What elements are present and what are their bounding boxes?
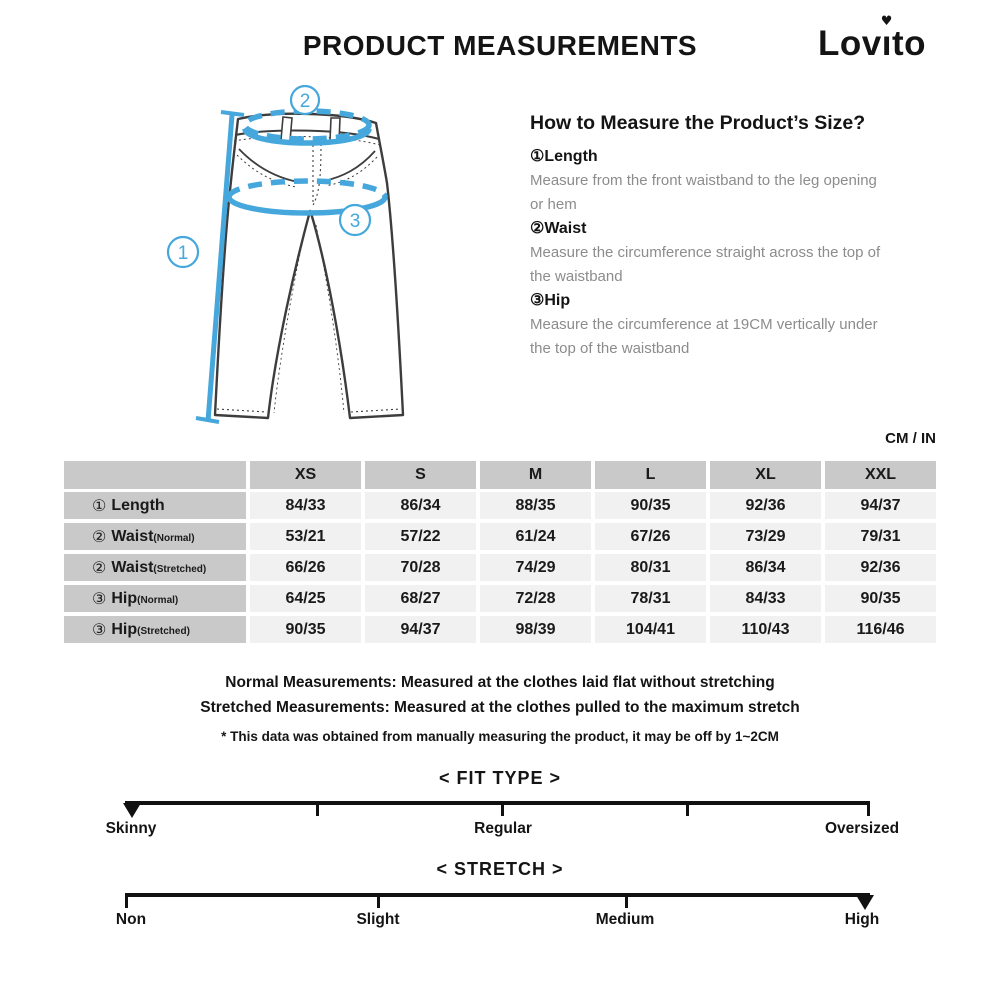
circled-number: ② xyxy=(92,559,107,577)
measurement-value: 79/31 xyxy=(825,523,936,550)
circled-number: ① xyxy=(92,497,107,515)
measurement-value: 68/27 xyxy=(365,585,476,612)
column-header-xxl: XXL xyxy=(825,461,936,489)
row-variant: (Stretched) xyxy=(137,626,190,637)
unit-label: CM / IN xyxy=(885,430,936,447)
measurement-value: 57/22 xyxy=(365,523,476,550)
measurement-value: 64/25 xyxy=(250,585,361,612)
measurement-value: 94/37 xyxy=(365,616,476,643)
column-header-xl: XL xyxy=(710,461,821,489)
measurement-value: 88/35 xyxy=(480,492,591,519)
svg-text:2: 2 xyxy=(299,91,311,112)
howto-label-waist: ②Waist xyxy=(530,220,587,237)
stretch-marker-icon xyxy=(856,895,874,910)
column-header-l: L xyxy=(595,461,706,489)
measurement-value: 116/46 xyxy=(825,616,936,643)
note-normal: Normal Measurements: Measured at the clothes laid flat without stretching xyxy=(225,674,775,691)
measurement-value: 66/26 xyxy=(250,554,361,581)
column-header-xs: XS xyxy=(250,461,361,489)
measurement-value: 78/31 xyxy=(595,585,706,612)
brand-logo-pre: Lov xyxy=(817,24,882,63)
length-measure-cap-top xyxy=(221,112,244,115)
fit-type-label-regular: Regular xyxy=(474,820,532,837)
column-header-m: M xyxy=(480,461,591,489)
fit-type-tick xyxy=(501,801,504,816)
fit-type-tick xyxy=(867,801,870,816)
brand-logo-i: ı ♥ xyxy=(880,14,893,63)
fit-type-labels xyxy=(0,820,1000,840)
stretch-title: < STRETCH > xyxy=(436,859,564,879)
howto-desc-waist: Measure the circumference straight across the top of the waistband xyxy=(530,244,881,285)
circled-number: ② xyxy=(92,528,107,546)
pants-outline xyxy=(215,114,403,418)
measurement-value: 70/28 xyxy=(365,554,476,581)
measurement-value: 74/29 xyxy=(480,554,591,581)
notes-section xyxy=(0,670,1000,744)
measurement-value: 92/36 xyxy=(710,492,821,519)
measurement-value: 90/35 xyxy=(595,492,706,519)
row-label: ① Length xyxy=(64,492,246,519)
pants-diagram xyxy=(140,85,520,445)
note-disclaimer: * This data was obtained from manually measuring the product, it may be off by 1~2CM xyxy=(221,729,779,744)
stretch-label-high: High xyxy=(844,911,880,928)
note-stretched: Stretched Measurements: Measured at the clothes pulled to the maximum stretch xyxy=(200,699,800,716)
howto-label-length: ①Length xyxy=(530,148,598,165)
page-title: PRODUCT MEASUREMENTS xyxy=(302,30,698,61)
column-header-s: S xyxy=(365,461,476,489)
measurement-value: 72/28 xyxy=(480,585,591,612)
svg-text:1: 1 xyxy=(177,243,189,264)
measurement-value: 84/33 xyxy=(710,585,821,612)
circled-number: ③ xyxy=(92,590,107,608)
measurement-value: 61/24 xyxy=(480,523,591,550)
stretch-label-slight: Slight xyxy=(356,911,400,928)
fit-type-label-oversized: Oversized xyxy=(824,820,900,837)
table-corner-cell xyxy=(64,461,246,489)
stretch-axis xyxy=(125,893,870,897)
stretch-label-non: Non xyxy=(115,911,147,928)
stretch-label-medium: Medium xyxy=(595,911,655,928)
svg-text:3: 3 xyxy=(349,211,361,232)
stretch-tick xyxy=(625,893,628,908)
stretch-tick xyxy=(125,893,128,908)
howto-title: How to Measure the Product’s Size? xyxy=(530,112,866,134)
stretch-tick xyxy=(377,893,380,908)
measurement-value: 80/31 xyxy=(595,554,706,581)
fit-type-axis xyxy=(125,801,870,805)
howto-section xyxy=(530,112,940,361)
callout-1 xyxy=(168,237,198,267)
brand-logo xyxy=(817,14,926,64)
row-variant: (Normal) xyxy=(137,595,179,606)
measurement-value: 86/34 xyxy=(710,554,821,581)
row-label: ② Waist (Normal) xyxy=(64,523,246,550)
fit-type-marker-icon xyxy=(123,803,141,818)
heart-icon: ♥ xyxy=(880,14,893,29)
row-label: ③ Hip (Stretched) xyxy=(64,616,246,643)
measurement-value: 73/29 xyxy=(710,523,821,550)
measurement-value: 67/26 xyxy=(595,523,706,550)
measurement-value: 94/37 xyxy=(825,492,936,519)
fit-type-title: < FIT TYPE > xyxy=(438,768,562,788)
howto-desc-hip: Measure the circumference at 19CM vertically under the top of the waistband xyxy=(530,316,878,357)
measurement-value: 104/41 xyxy=(595,616,706,643)
length-measure-cap-bottom xyxy=(196,418,219,422)
measurement-value: 90/35 xyxy=(250,616,361,643)
callout-3 xyxy=(340,205,370,235)
row-label: ③ Hip (Normal) xyxy=(64,585,246,612)
pants-drawing xyxy=(140,85,520,445)
howto-label-hip: ③Hip xyxy=(530,292,571,309)
fit-type-label-skinny: Skinny xyxy=(105,820,157,837)
circled-number: ③ xyxy=(92,621,107,639)
measurement-value: 90/35 xyxy=(825,585,936,612)
row-label: ② Waist (Stretched) xyxy=(64,554,246,581)
measurement-value: 110/43 xyxy=(710,616,821,643)
fit-type-tick xyxy=(686,801,689,816)
callout-2 xyxy=(291,86,319,114)
measurement-value: 53/21 xyxy=(250,523,361,550)
measurement-value: 86/34 xyxy=(365,492,476,519)
size-table xyxy=(64,461,936,643)
measurement-value: 84/33 xyxy=(250,492,361,519)
fit-type-tick xyxy=(316,801,319,816)
measurement-value: 98/39 xyxy=(480,616,591,643)
row-variant: (Normal) xyxy=(153,533,195,544)
howto-desc-length: Measure from the front waistband to the leg opening or hem xyxy=(530,172,877,213)
measurement-value: 92/36 xyxy=(825,554,936,581)
stretch-labels xyxy=(0,911,1000,931)
row-variant: (Stretched) xyxy=(153,564,207,575)
brand-logo-post: to xyxy=(891,24,926,63)
